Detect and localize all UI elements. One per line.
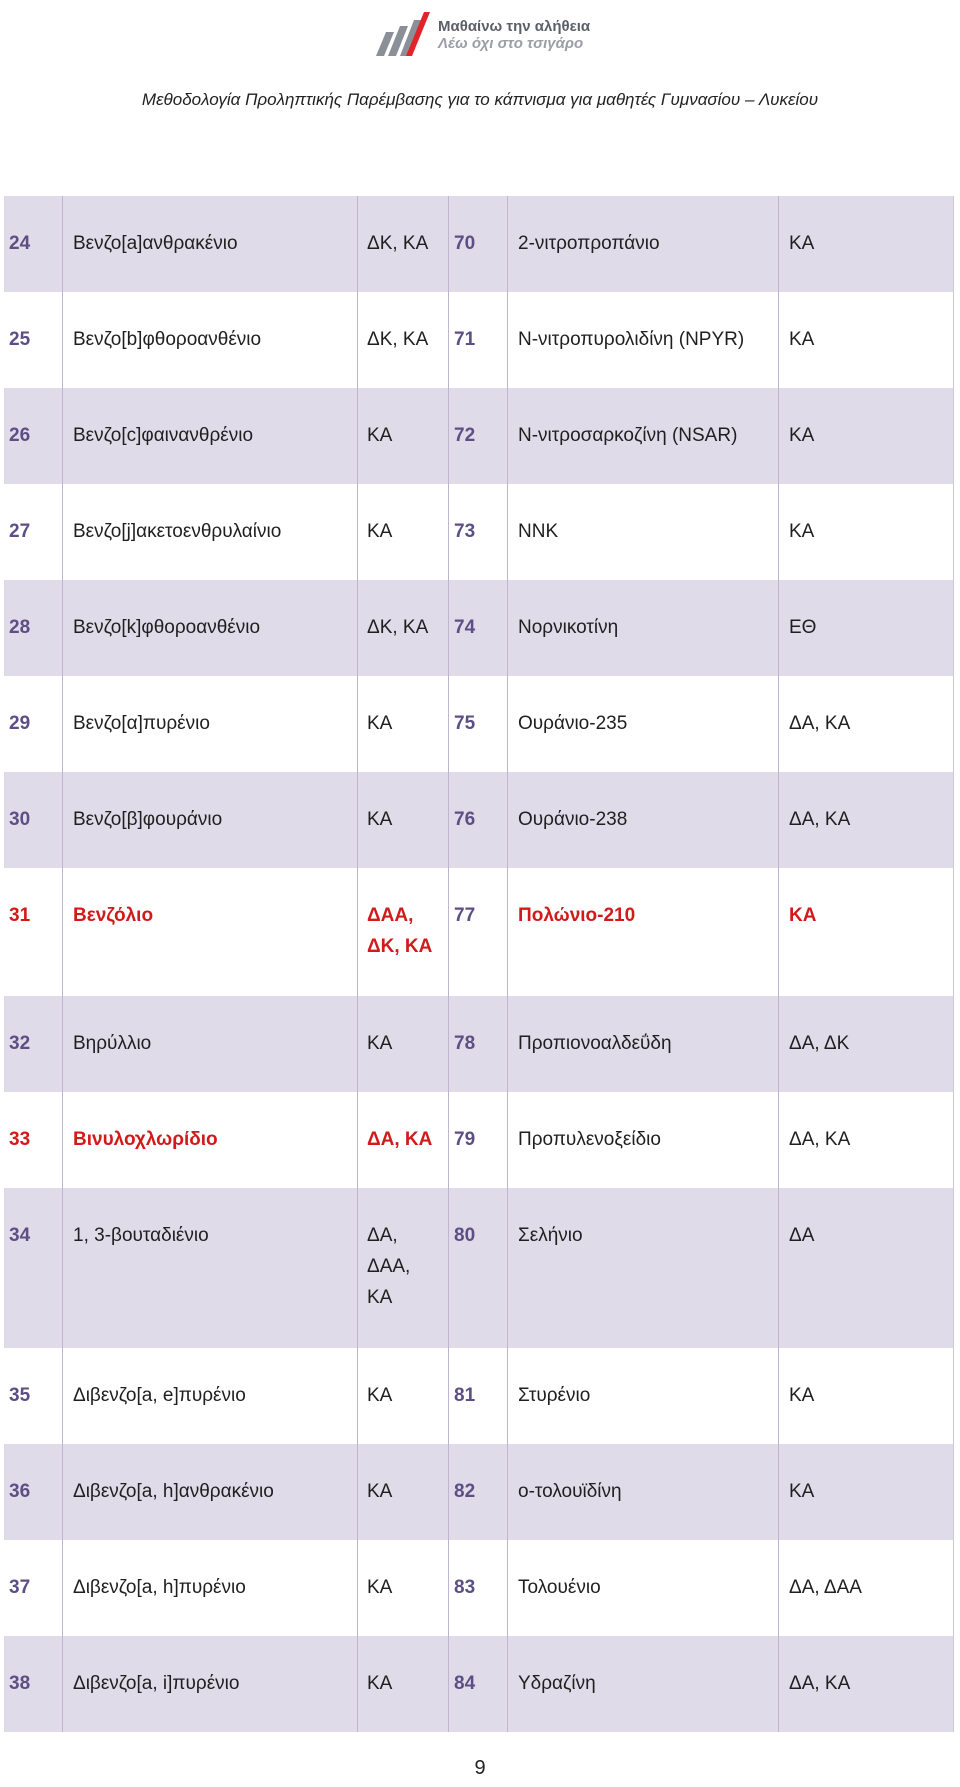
hazard-code-line: ΔΚ, ΚΑ xyxy=(367,233,429,254)
row-number-left: 27 xyxy=(4,484,63,580)
logo-stripes-icon xyxy=(372,10,434,60)
table-row xyxy=(4,1188,954,1348)
hazard-codes-left xyxy=(358,388,449,484)
row-number-left: 33 xyxy=(4,1092,63,1188)
row-number-right: 80 xyxy=(449,1188,508,1348)
hazard-code-line: ΚΑ xyxy=(367,1287,393,1308)
hazard-code-line: ΔΚ, ΚΑ xyxy=(367,936,433,957)
row-number-left: 26 xyxy=(4,388,63,484)
row-number-right: 71 xyxy=(449,292,508,388)
substance-name-left: Διβενζο[a, e]πυρένιο xyxy=(63,1348,358,1444)
row-number-right: 83 xyxy=(449,1540,508,1636)
table-row xyxy=(4,196,954,292)
hazard-codes-left xyxy=(358,1348,449,1444)
row-number-left: 30 xyxy=(4,772,63,868)
substance-name-left: Βενζο[b]φθοροανθένιο xyxy=(63,292,358,388)
row-number-right: 81 xyxy=(449,1348,508,1444)
substance-name-right: NNK xyxy=(508,484,779,580)
hazard-codes-left xyxy=(358,1092,449,1188)
substance-name-right: Ουράνιο-235 xyxy=(508,676,779,772)
hazard-code-line: ΚΑ xyxy=(367,1385,393,1406)
row-number-right: 72 xyxy=(449,388,508,484)
hazard-code-line: ΔΚ, ΚΑ xyxy=(367,329,429,350)
hazard-codes-right: ΔΑ, ΔΑΑ xyxy=(789,1577,862,1598)
substance-name-right: Τολουένιο xyxy=(508,1540,779,1636)
hazard-codes-left xyxy=(358,1188,449,1348)
hazard-codes-right: ΕΘ xyxy=(789,617,817,638)
substance-name-left: Βενζο[α]πυρένιο xyxy=(63,676,358,772)
row-number-left: 32 xyxy=(4,996,63,1092)
substance-name-left: Βινυλοχλωρίδιο xyxy=(63,1092,358,1188)
substance-name-left: Βενζο[j]ακετοενθρυλαίνιο xyxy=(63,484,358,580)
hazard-code-line: ΚΑ xyxy=(367,1033,393,1054)
hazard-codes-left xyxy=(358,292,449,388)
table-row xyxy=(4,292,954,388)
row-number-left: 28 xyxy=(4,580,63,676)
hazard-codes-left xyxy=(358,996,449,1092)
hazard-codes-right: ΔΑ, ΚΑ xyxy=(789,1129,851,1150)
hazard-codes-right: ΔΑ, ΚΑ xyxy=(789,809,851,830)
substance-name-right: Ουράνιο-238 xyxy=(508,772,779,868)
table-row xyxy=(4,388,954,484)
table-row xyxy=(4,676,954,772)
hazard-code-line: ΚΑ xyxy=(367,713,393,734)
table-row xyxy=(4,1348,954,1444)
row-number-left: 38 xyxy=(4,1636,63,1732)
logo xyxy=(372,10,612,60)
substance-name-left: Βενζο[c]φαινανθρένιο xyxy=(63,388,358,484)
hazard-codes-right: ΚΑ xyxy=(789,329,815,350)
row-number-left: 37 xyxy=(4,1540,63,1636)
hazard-code-line: ΚΑ xyxy=(367,425,393,446)
substance-name-right: Σελήνιο xyxy=(508,1188,779,1348)
document-header-title: Μεθοδολογία Προληπτικής Παρέμβασης για το κάπνισμα για μαθητές Γυμνασίου – Λυκείου xyxy=(141,90,819,109)
row-number-left: 31 xyxy=(4,868,63,996)
hazard-codes-right: ΔΑ, ΔΚ xyxy=(789,1033,850,1054)
hazard-codes-right: ΔΑ, ΚΑ xyxy=(789,713,851,734)
substance-name-left: Διβενζο[a, h]ανθρακένιο xyxy=(63,1444,358,1540)
row-number-left: 36 xyxy=(4,1444,63,1540)
hazard-code-line: ΚΑ xyxy=(367,1481,393,1502)
hazard-code-line: ΚΑ xyxy=(367,809,393,830)
substance-name-left: Βηρύλλιο xyxy=(63,996,358,1092)
hazard-code-line: ΔΑ, ΚΑ xyxy=(367,1129,433,1150)
substances-table xyxy=(4,196,954,1732)
table-row xyxy=(4,1540,954,1636)
substance-name-right: Προπιονοαλδεΰδη xyxy=(508,996,779,1092)
hazard-code-line: ΔΚ, ΚΑ xyxy=(367,617,429,638)
row-number-left: 25 xyxy=(4,292,63,388)
substance-name-left: 1, 3-βουταδιένιο xyxy=(63,1188,358,1348)
logo-line-2: Λέω όχι στο τσιγάρο xyxy=(438,35,584,52)
hazard-codes-right: ΔΑ xyxy=(789,1225,815,1246)
table-row xyxy=(4,772,954,868)
substance-name-right: N-νιτροπυρολιδίνη (NPYR) xyxy=(508,292,779,388)
hazard-codes-left xyxy=(358,580,449,676)
substance-name-right: N-νιτροσαρκοζίνη (NSAR) xyxy=(508,388,779,484)
row-number-left: 34 xyxy=(4,1188,63,1348)
page-number: 9 xyxy=(474,1757,486,1779)
substance-name-right: Στυρένιο xyxy=(508,1348,779,1444)
substance-name-left: Βενζο[β]φουράνιο xyxy=(63,772,358,868)
hazard-codes-left xyxy=(358,1636,449,1732)
row-number-right: 78 xyxy=(449,996,508,1092)
hazard-code-line: ΚΑ xyxy=(367,521,393,542)
hazard-code-line: ΔΑ, xyxy=(367,1225,398,1246)
substance-name-left: Βενζόλιο xyxy=(63,868,358,996)
hazard-code-line: ΚΑ xyxy=(367,1673,393,1694)
hazard-codes-right: ΚΑ xyxy=(789,905,817,926)
row-number-right: 70 xyxy=(449,196,508,292)
row-number-right: 74 xyxy=(449,580,508,676)
hazard-codes-right: ΚΑ xyxy=(789,233,815,254)
hazard-codes-left xyxy=(358,1444,449,1540)
table-row xyxy=(4,868,954,996)
hazard-codes-right: ΚΑ xyxy=(789,1385,815,1406)
substance-name-right: Προπυλενοξείδιο xyxy=(508,1092,779,1188)
hazard-codes-left xyxy=(358,676,449,772)
row-number-left: 24 xyxy=(4,196,63,292)
hazard-code-line: ΔΑΑ, xyxy=(367,1256,411,1277)
hazard-codes-right: ΚΑ xyxy=(789,1481,815,1502)
hazard-codes-left xyxy=(358,868,449,996)
hazard-codes-left xyxy=(358,772,449,868)
substance-name-right: Πολώνιο-210 xyxy=(508,868,779,996)
logo-line-1: Μαθαίνω την αλήθεια xyxy=(438,18,591,35)
substance-name-left: Βενζο[a]ανθρακένιο xyxy=(63,196,358,292)
row-number-right: 82 xyxy=(449,1444,508,1540)
hazard-codes-right: ΚΑ xyxy=(789,425,815,446)
hazard-codes-right: ΚΑ xyxy=(789,521,815,542)
table-row xyxy=(4,580,954,676)
row-number-right: 76 xyxy=(449,772,508,868)
substance-name-right: ο-τολουϊδίνη xyxy=(508,1444,779,1540)
substance-name-right: 2-νιτροπροπάνιο xyxy=(508,196,779,292)
hazard-code-line: ΔΑΑ, xyxy=(367,905,414,926)
logo-text xyxy=(438,18,590,52)
hazard-codes-left xyxy=(358,1540,449,1636)
table-row xyxy=(4,996,954,1092)
table-row xyxy=(4,1092,954,1188)
hazard-codes-left xyxy=(358,484,449,580)
row-number-right: 75 xyxy=(449,676,508,772)
substance-name-left: Διβενζο[a, h]πυρένιο xyxy=(63,1540,358,1636)
hazard-codes-left xyxy=(358,196,449,292)
substance-name-right: Νορνικοτίνη xyxy=(508,580,779,676)
table-row xyxy=(4,1636,954,1732)
substance-name-left: Διβενζο[a, i]πυρένιο xyxy=(63,1636,358,1732)
substance-name-left: Βενζο[k]φθοροανθένιο xyxy=(63,580,358,676)
hazard-code-line: ΚΑ xyxy=(367,1577,393,1598)
row-number-left: 29 xyxy=(4,676,63,772)
row-number-left: 35 xyxy=(4,1348,63,1444)
row-number-right: 79 xyxy=(449,1092,508,1188)
row-number-right: 77 xyxy=(449,868,508,996)
table-row xyxy=(4,484,954,580)
substance-name-right: Υδραζίνη xyxy=(508,1636,779,1732)
row-number-right: 73 xyxy=(449,484,508,580)
table-row xyxy=(4,1444,954,1540)
hazard-codes-right: ΔΑ, ΚΑ xyxy=(789,1673,851,1694)
row-number-right: 84 xyxy=(449,1636,508,1732)
